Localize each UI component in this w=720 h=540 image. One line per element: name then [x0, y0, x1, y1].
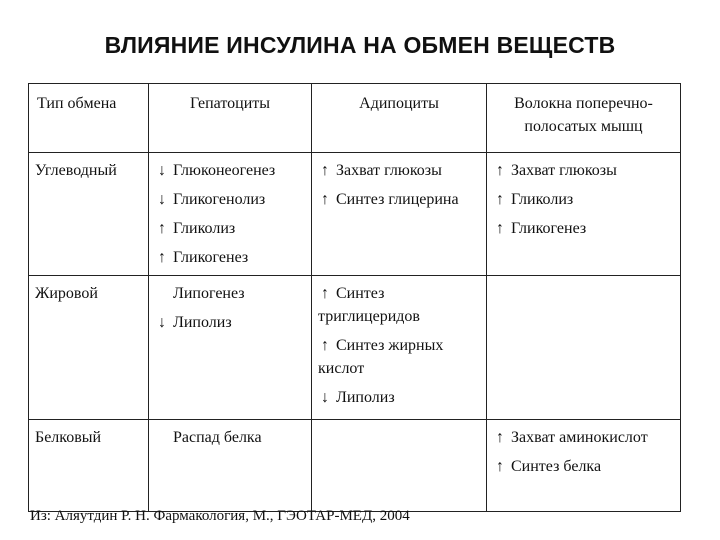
increase-arrow-icon: ↑	[321, 337, 329, 354]
table-header-row	[29, 84, 681, 153]
effect-text: Гликолиз	[511, 191, 574, 208]
effect-text: Захват аминокислот	[511, 429, 648, 446]
effect-text: Синтез жирных кислот	[318, 337, 444, 377]
decrease-arrow-icon: ↓	[321, 389, 329, 406]
cell-muscle-fibers	[487, 420, 681, 512]
effect-text: Липолиз	[173, 314, 232, 331]
cell-hepatocytes	[149, 153, 312, 276]
insulin-metabolism-table	[28, 83, 681, 512]
increase-arrow-icon: ↑	[496, 220, 504, 237]
decrease-arrow-icon: ↓	[158, 191, 166, 208]
header-muscle-fibers: Волокна поперечно-полосатых мышц	[487, 84, 681, 153]
effect-text: Синтез глицерина	[336, 191, 459, 208]
effect-text: Синтез белка	[511, 458, 602, 475]
row-type-label: Жировой	[29, 276, 149, 420]
source-citation: Из: Аляутдин Р. Н. Фармакология, М., ГЭОТАР-МЕД, 2004	[30, 508, 410, 524]
effect-text: Гликогенолиз	[173, 191, 266, 208]
effect-line	[318, 188, 480, 211]
effect-text: Гликогенез	[511, 220, 587, 237]
table-row-lipid	[29, 276, 681, 420]
effect-text: Захват глюкозы	[336, 162, 442, 179]
header-hepatocytes: Гепатоциты	[149, 84, 312, 153]
increase-arrow-icon: ↑	[496, 191, 504, 208]
page-title: ВЛИЯНИЕ ИНСУЛИНА НА ОБМЕН ВЕЩЕСТВ	[104, 32, 616, 58]
effect-line	[493, 455, 674, 478]
cell-hepatocytes	[149, 276, 312, 420]
effect-text: Глюконеогенез	[173, 162, 276, 179]
cell-adipocytes	[312, 420, 487, 512]
effect-line	[155, 311, 305, 334]
decrease-arrow-icon: ↓	[158, 162, 166, 179]
effect-text: Захват глюкозы	[511, 162, 617, 179]
effect-line	[493, 217, 674, 240]
increase-arrow-icon: ↑	[158, 220, 166, 237]
effect-line	[155, 217, 305, 240]
effect-line	[155, 246, 305, 269]
cell-adipocytes	[312, 276, 487, 420]
increase-arrow-icon: ↑	[158, 249, 166, 266]
cell-muscle-fibers	[487, 276, 681, 420]
increase-arrow-icon: ↑	[496, 162, 504, 179]
effect-text: Липогенез	[173, 285, 245, 302]
header-metabolism-type: Тип обмена	[29, 84, 149, 153]
increase-arrow-icon: ↑	[321, 285, 329, 302]
table-row-protein	[29, 420, 681, 512]
effect-line	[493, 159, 674, 182]
effect-text: Синтез триглицеридов	[318, 285, 420, 325]
cell-hepatocytes	[149, 420, 312, 512]
effect-line	[155, 159, 305, 182]
effect-line	[318, 282, 480, 328]
header-adipocytes: Адипоциты	[312, 84, 487, 153]
effect-line	[493, 188, 674, 211]
effect-line	[155, 426, 305, 449]
row-type-label: Белковый	[29, 420, 149, 512]
cell-adipocytes	[312, 153, 487, 276]
effect-text: Распад белка	[173, 429, 262, 446]
effect-line	[318, 159, 480, 182]
effect-text: Гликогенез	[173, 249, 249, 266]
increase-arrow-icon: ↑	[496, 429, 504, 446]
cell-muscle-fibers	[487, 153, 681, 276]
effect-line	[318, 334, 480, 380]
increase-arrow-icon: ↑	[321, 191, 329, 208]
effect-line	[318, 386, 480, 409]
row-type-label: Углеводный	[29, 153, 149, 276]
decrease-arrow-icon: ↓	[158, 314, 166, 331]
effect-line	[155, 282, 305, 305]
effect-text: Липолиз	[336, 389, 395, 406]
table-row-carbohydrate	[29, 153, 681, 276]
effect-line	[493, 426, 674, 449]
effect-line	[155, 188, 305, 211]
increase-arrow-icon: ↑	[496, 458, 504, 475]
effect-text: Гликолиз	[173, 220, 236, 237]
increase-arrow-icon: ↑	[321, 162, 329, 179]
